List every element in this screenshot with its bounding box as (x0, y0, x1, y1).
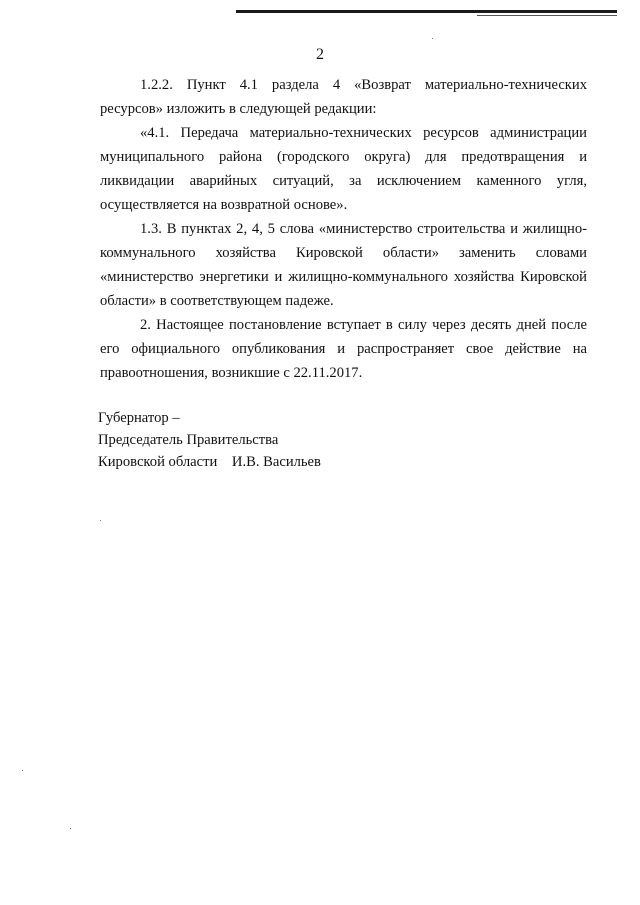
signature-title-line-3 (98, 451, 321, 473)
scan-speck (22, 770, 23, 771)
paragraph-1-2-2: 1.2.2. Пункт 4.1 раздела 4 «Возврат материально-технических ресурсов» изложить в следующей редакции: (100, 77, 587, 117)
top-border-line (236, 10, 617, 13)
paragraph-1-3: 1.3. В пунктах 2, 4, 5 слова «министерство строительства и жилищно-коммунального хозяйства Кировской области» заменить словами «министерство энергетики и жилищно-коммунального хозяйства Кировской области» в соответствующем падеже. (100, 221, 587, 309)
document-body (100, 73, 587, 385)
page-number: 2 (316, 46, 324, 63)
paragraph-2: 2. Настоящее постановление вступает в силу через десять дней после его официального опубликования и распространяет свое действие на правоотношения, возникшие с 22.11.2017. (100, 317, 587, 381)
signature-title-line-1: Губернатор – (98, 410, 180, 426)
paragraph-4-1-quote: «4.1. Передача материально-технических ресурсов администрации муниципального района (городского округа) для предотвращения и ликвидации аварийных ситуаций, за исключением каменного угля, осуществляется на возвратной основе». (100, 125, 587, 213)
scan-speck (100, 520, 101, 521)
scan-speck (432, 38, 433, 39)
signature-block (98, 407, 321, 473)
signature-region: Кировской области (98, 454, 218, 470)
signature-title-line-2: Председатель Правительства (98, 432, 279, 448)
scan-speck (70, 828, 71, 829)
signature-name: И.В. Васильев (231, 454, 321, 470)
